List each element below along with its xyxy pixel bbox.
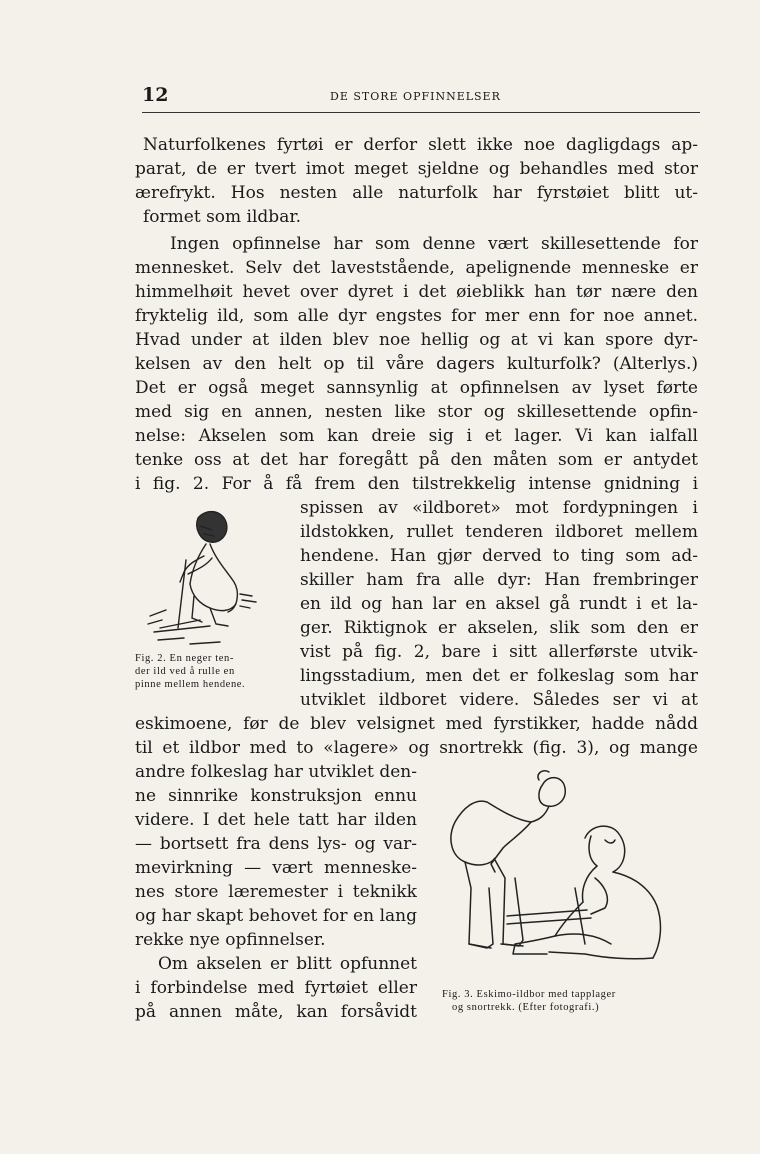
page-number: 12 [142,84,169,106]
figure-2-caption-line: Fig. 2. En neger ten- [135,653,234,664]
text-line: mevirkning — vært menneske- [135,858,417,878]
text-line: mennesket. Selv det laveststående, apelignende menneske er [135,258,698,278]
text-line: en ild og han lar en aksel gå rundt i et la- [300,594,698,614]
fire-drill-figure-2 [140,500,270,650]
text-line: ærefrykt. Hos nesten alle naturfolk har fyrstøiet blitt ut- [135,183,698,203]
text-line: parat, de er tvert imot meget sjeldne og behandles med stor [135,159,698,179]
figure-2-caption-line: der ild ved å rulle en [135,666,235,677]
figure-2-caption-line: pinne mellem hendene. [135,679,246,690]
text-line: vist på fig. 2, bare i sitt allerførste utvik- [300,642,698,662]
text-line: ne sinnrike konstruksjon ennu [135,786,417,806]
text-line: Det er også meget sannsynlig at opfinnelsen av lyset førte [135,378,698,398]
text-line: i fig. 2. For å få frem den tilstrekkelig intense gnidning i [135,474,698,494]
text-line: og har skapt behovet for en lang [135,906,417,926]
text-line: spissen av «ildboret» mot fordypningen i [300,498,698,518]
text-line: skiller ham fra alle dyr: Han frembringer [300,570,698,590]
figure-3-caption-line: Fig. 3. Eskimo-ildbor med tapplager [442,989,616,1000]
eskimo-fire-drill-figure-3 [435,768,700,978]
text-line: tenke oss at det har foregått på den måten som er antydet [135,450,698,470]
text-line: nes store læremester i teknikk [135,882,417,902]
text-line: — bortsett fra dens lys- og var- [135,834,417,854]
text-line: himmelhøit hevet over dyret i det øieblikk han tør nære den [135,282,698,302]
text-line: ildstokken, rullet tenderen ildboret mellem [300,522,698,542]
text-line: utviklet ildboret videre. Således ser vi at [300,690,698,710]
running-header: DE STORE OPFINNELSER [330,90,501,103]
text-line: nelse: Akselen som kan dreie sig i et lager. Vi kan ialfall [135,426,698,446]
text-line: Naturfolkenes fyrtøi er derfor slett ikke noe dagligdags ap- [143,135,698,155]
text-line: fryktelig ild, som alle dyr engstes for mer enn for noe annet. [135,306,698,326]
text-line: hendene. Han gjør derved to ting som ad- [300,546,698,566]
text-line: Hvad under at ilden blev noe hellig og at vi kan spore dyr- [135,330,698,350]
text-line: til et ildbor med to «lagere» og snortrekk (fig. 3), og mange [135,738,698,758]
text-line: på annen måte, kan forsåvidt [135,1002,417,1022]
text-line: i forbindelse med fyrtøiet eller [135,978,417,998]
text-line: kelsen av den helt op til våre dagers kulturfolk? (Alterlys.) [135,354,698,374]
text-line: Om akselen er blitt opfunnet [158,954,417,974]
figure-3-caption-line: og snortrekk. (Efter fotografi.) [452,1002,600,1013]
header-rule [142,112,700,113]
text-line: formet som ildbar. [143,207,301,227]
text-line: lingsstadium, men det er folkeslag som har [300,666,698,686]
text-line: videre. I det hele tatt har ilden [135,810,417,830]
text-line: rekke nye opfinnelser. [135,930,326,950]
text-line: Ingen opfinnelse har som denne vært skillesettende for [170,234,698,254]
text-line: eskimoene, før de blev velsignet med fyrstikker, hadde nådd [135,714,698,734]
text-line: andre folkeslag har utviklet den- [135,762,417,782]
text-line: ger. Riktignok er akselen, slik som den er [300,618,698,638]
text-line: med sig en annen, nesten like stor og skillesettende opfin- [135,402,698,422]
